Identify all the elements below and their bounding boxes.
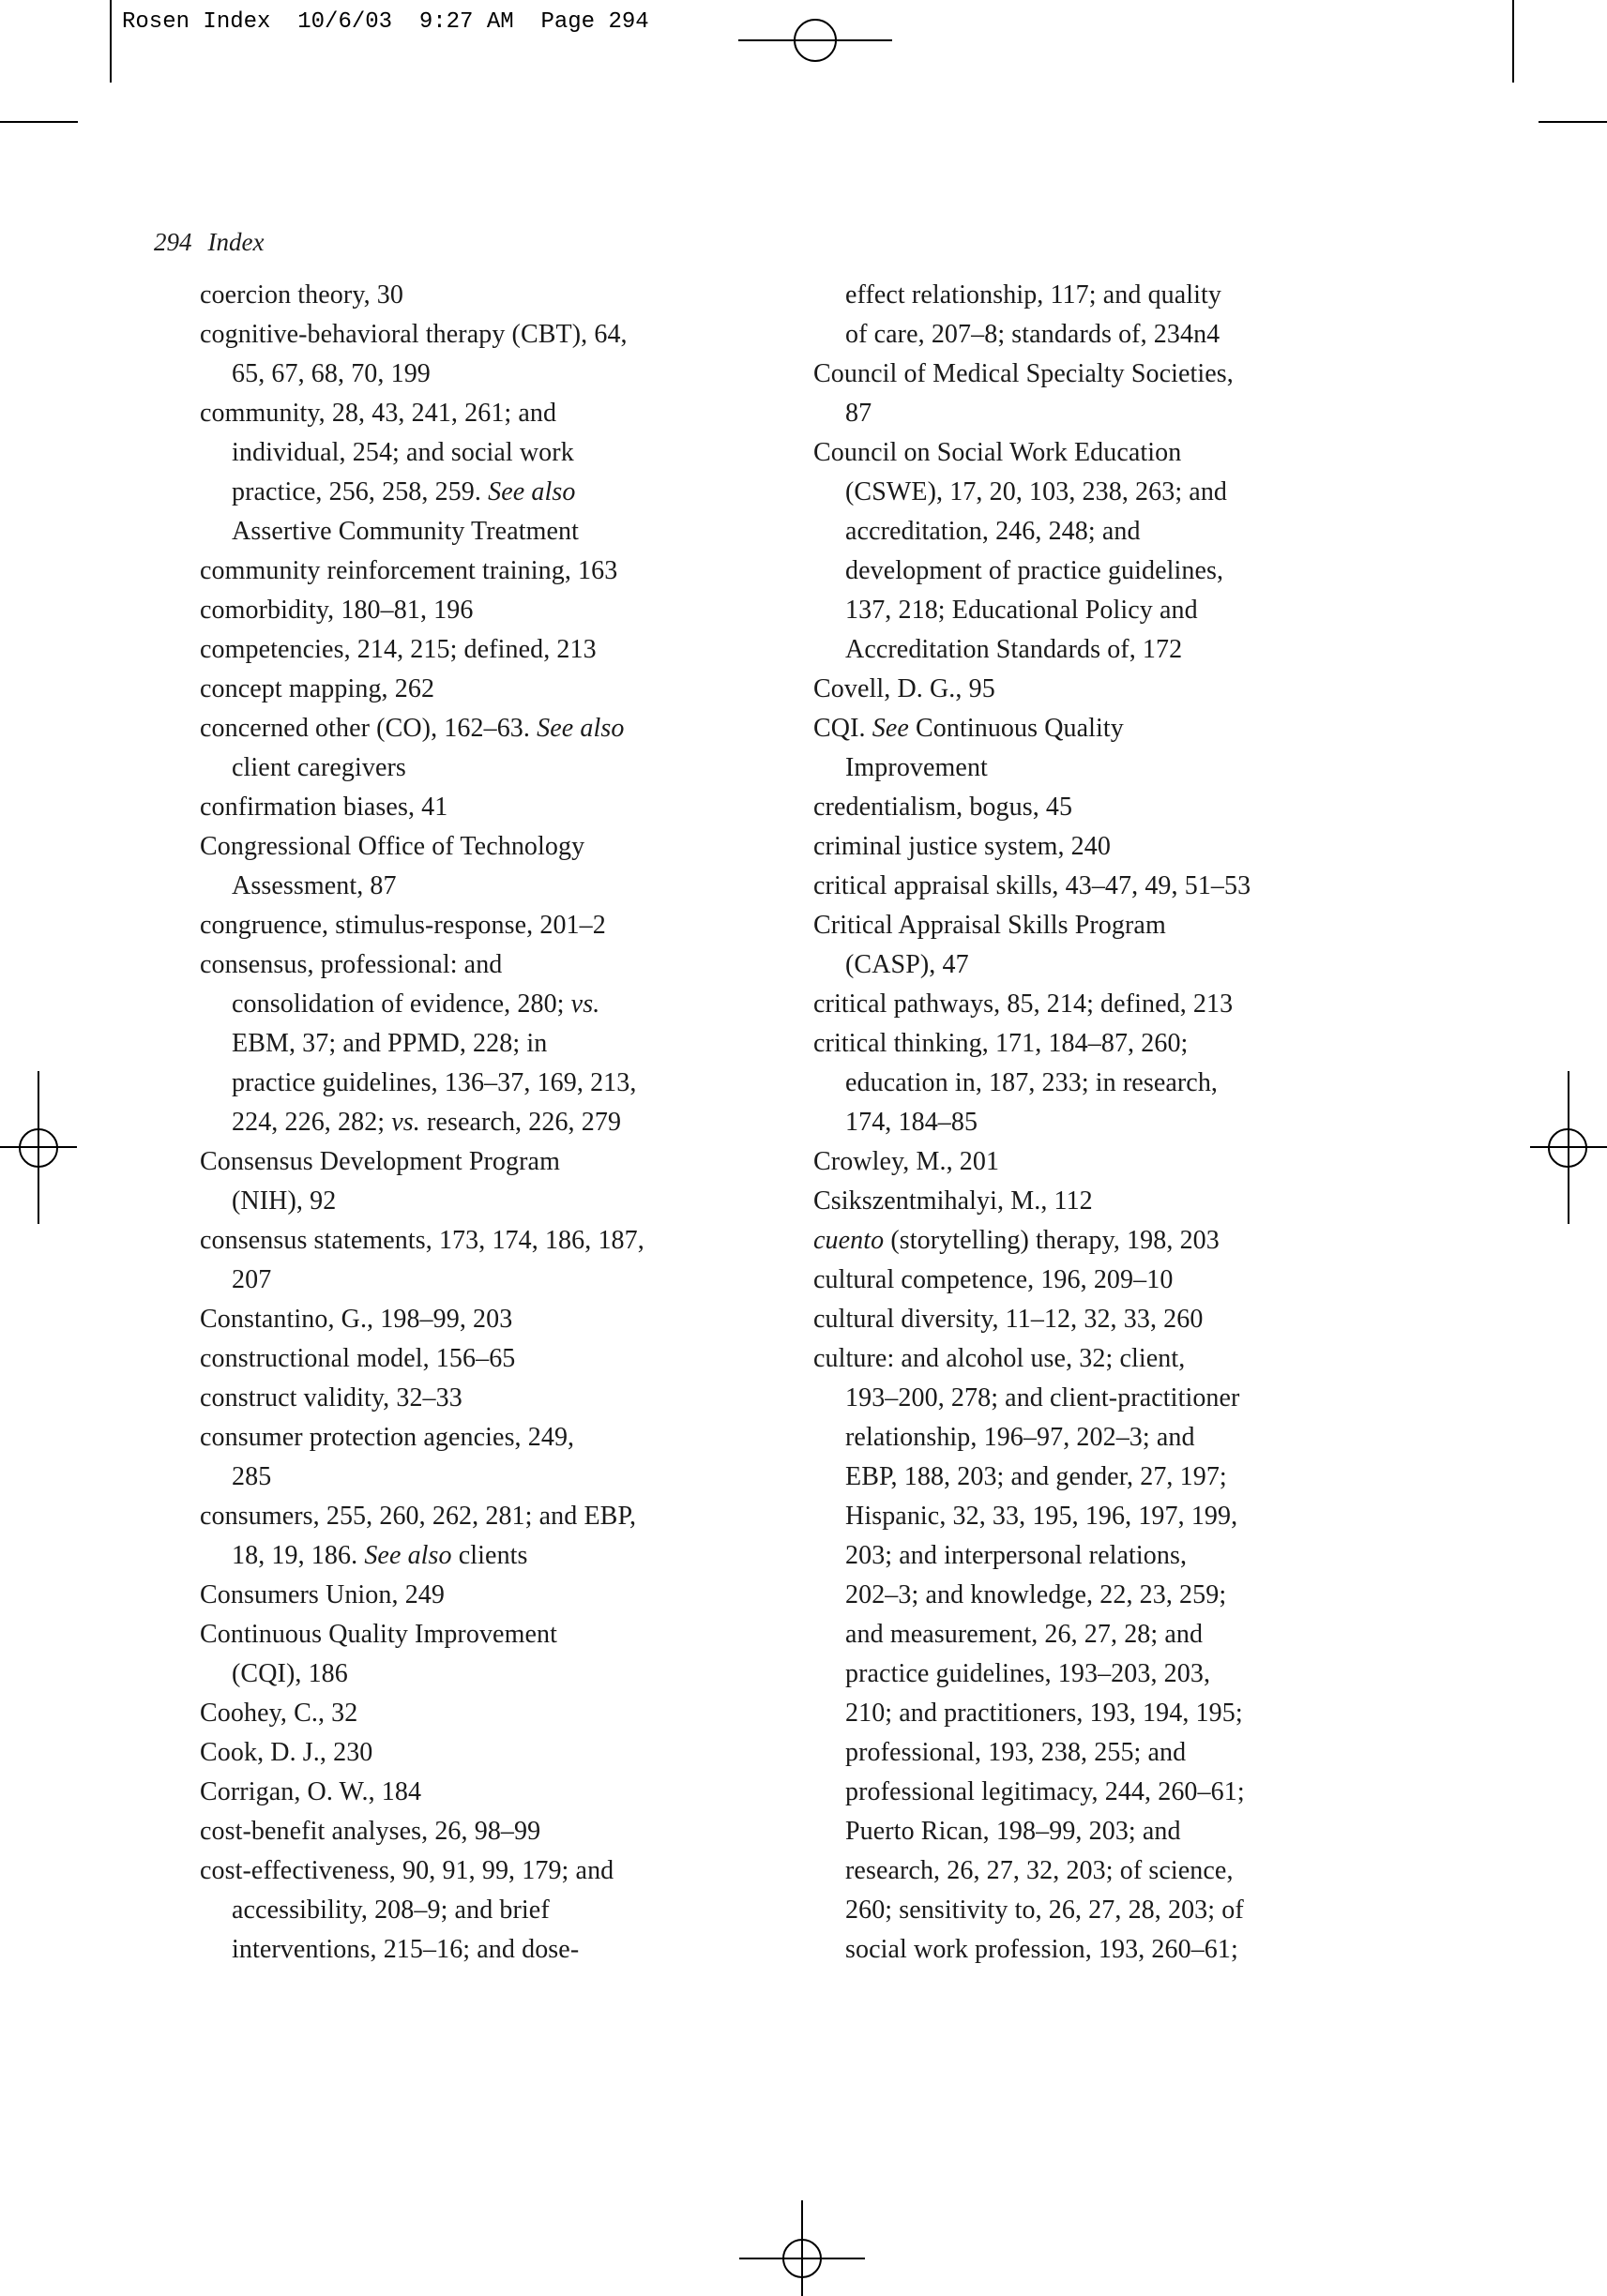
index-entry-line: concerned other (CO), 162–63. See also <box>200 714 625 743</box>
index-entry-line: consensus, professional: and <box>200 950 503 979</box>
trim-mark-top-right-horizontal <box>1539 121 1607 123</box>
index-entry-line: Accreditation Standards of, 172 <box>845 635 1183 664</box>
index-entry-line: Cook, D. J., 230 <box>200 1738 373 1767</box>
index-entry-line: Crowley, M., 201 <box>813 1147 1000 1176</box>
index-entry-line: critical appraisal skills, 43–47, 49, 51–53 <box>813 871 1251 900</box>
index-entry-line: education in, 187, 233; in research, <box>845 1068 1219 1097</box>
index-entry-line: client caregivers <box>232 753 406 782</box>
index-entry-line: consumers, 255, 260, 262, 281; and EBP, <box>200 1502 637 1531</box>
index-entry-line: Covell, D. G., 95 <box>813 674 995 703</box>
index-entry-line: practice guidelines, 193–203, 203, <box>845 1659 1211 1688</box>
index-entry-line: Assertive Community Treatment <box>232 517 580 546</box>
index-entry-line: practice guidelines, 136–37, 169, 213, <box>232 1068 637 1097</box>
trim-mark-top-left-horizontal <box>0 121 78 123</box>
registration-circle-icon <box>19 1128 58 1168</box>
running-head <box>154 228 264 257</box>
index-entry-line: relationship, 196–97, 202–3; and <box>845 1423 1195 1452</box>
index-entry-line: EBP, 188, 203; and gender, 27, 197; <box>845 1462 1227 1491</box>
index-entry-line: community reinforcement training, 163 <box>200 556 618 585</box>
page-title: Index <box>207 228 265 256</box>
index-entry-line: professional legitimacy, 244, 260–61; <box>845 1777 1245 1806</box>
index-entry-line: (CASP), 47 <box>845 950 969 979</box>
index-entry-line: Corrigan, O. W., 184 <box>200 1777 422 1806</box>
index-left-column <box>200 276 644 1970</box>
index-entry-line: culture: and alcohol use, 32; client, <box>813 1344 1186 1373</box>
index-entry-line: Consumers Union, 249 <box>200 1580 445 1609</box>
index-entry-line: confirmation biases, 41 <box>200 793 448 822</box>
index-entry-line: 137, 218; Educational Policy and <box>845 596 1198 625</box>
index-entry-line: cognitive-behavioral therapy (CBT), 64, <box>200 320 628 349</box>
index-entry-line: criminal justice system, 240 <box>813 832 1111 861</box>
index-entry-line: Congressional Office of Technology <box>200 832 585 861</box>
index-entry-line: EBM, 37; and PPMD, 228; in <box>232 1029 548 1058</box>
index-entry-line: individual, 254; and social work <box>232 438 574 467</box>
index-entry-line: consumer protection agencies, 249, <box>200 1423 575 1452</box>
index-entry-line: critical pathways, 85, 214; defined, 213 <box>813 989 1234 1019</box>
index-entry-line: CQI. See Continuous Quality <box>813 714 1124 743</box>
index-entry-line: 203; and interpersonal relations, <box>845 1541 1188 1570</box>
index-entry-line: comorbidity, 180–81, 196 <box>200 596 474 625</box>
index-entry-line: 207 <box>232 1265 272 1294</box>
index-entry-line: Puerto Rican, 198–99, 203; and <box>845 1817 1181 1846</box>
index-entry-line: Hispanic, 32, 33, 195, 196, 197, 199, <box>845 1502 1238 1531</box>
index-entry-line: of care, 207–8; standards of, 234n4 <box>845 320 1220 349</box>
index-entry-line: interventions, 215–16; and dose- <box>232 1935 580 1964</box>
index-entry-line: construct validity, 32–33 <box>200 1383 462 1412</box>
index-entry-line: coercion theory, 30 <box>200 280 403 310</box>
index-entry-line: Council of Medical Specialty Societies, <box>813 359 1234 388</box>
index-entry-line: Csikszentmihalyi, M., 112 <box>813 1186 1093 1216</box>
index-entry-line: practice, 256, 258, 259. See also <box>232 477 576 506</box>
index-entry-line: 193–200, 278; and client-practitioner <box>845 1383 1240 1412</box>
registration-circle-icon <box>1548 1128 1587 1168</box>
index-entry-line: cuento (storytelling) therapy, 198, 203 <box>813 1226 1220 1255</box>
printer-slug-text: Rosen Index 10/6/03 9:27 AM Page 294 <box>122 9 649 35</box>
index-entry-line: Constantino, G., 198–99, 203 <box>200 1305 513 1334</box>
index-entry-line: (NIH), 92 <box>232 1186 337 1216</box>
index-entry-line: competencies, 214, 215; defined, 213 <box>200 635 597 664</box>
index-entry-line: concept mapping, 262 <box>200 674 435 703</box>
index-entry-line: (CQI), 186 <box>232 1659 348 1688</box>
index-entry-line: and measurement, 26, 27, 28; and <box>845 1620 1204 1649</box>
registration-circle-icon <box>794 19 837 62</box>
index-entry-line: 174, 184–85 <box>845 1108 978 1137</box>
index-entry-line: professional, 193, 238, 255; and <box>845 1738 1187 1767</box>
index-entry-line: congruence, stimulus-response, 201–2 <box>200 911 606 940</box>
registration-circle-icon <box>782 2239 822 2278</box>
index-entry-line: consensus statements, 173, 174, 186, 187, <box>200 1226 644 1255</box>
index-entry-line: Council on Social Work Education <box>813 438 1182 467</box>
index-entry-line: 224, 226, 282; vs. research, 226, 279 <box>232 1108 622 1137</box>
index-entry-line: Consensus Development Program <box>200 1147 560 1176</box>
trim-mark-top-right-vertical <box>1512 0 1514 83</box>
index-entry-line: development of practice guidelines, <box>845 556 1224 585</box>
index-entry-line: Improvement <box>845 753 988 782</box>
index-entry-line: community, 28, 43, 241, 261; and <box>200 399 557 428</box>
index-entry-line: accreditation, 246, 248; and <box>845 517 1141 546</box>
index-entry-line: Assessment, 87 <box>232 871 397 900</box>
index-entry-line: 210; and practitioners, 193, 194, 195; <box>845 1699 1243 1728</box>
index-entry-line: accessibility, 208–9; and brief <box>232 1896 550 1925</box>
index-entry-line: effect relationship, 117; and quality <box>845 280 1222 310</box>
index-entry-line: (CSWE), 17, 20, 103, 238, 263; and <box>845 477 1228 506</box>
index-entry-line: 87 <box>845 399 872 428</box>
index-entry-line: 65, 67, 68, 70, 199 <box>232 359 431 388</box>
index-entry-line: critical thinking, 171, 184–87, 260; <box>813 1029 1189 1058</box>
page-number: 294 <box>154 228 192 256</box>
index-entry-line: Continuous Quality Improvement <box>200 1620 557 1649</box>
index-entry-line: 202–3; and knowledge, 22, 23, 259; <box>845 1580 1227 1609</box>
index-entry-line: 260; sensitivity to, 26, 27, 28, 203; of <box>845 1896 1244 1925</box>
index-entry-line: credentialism, bogus, 45 <box>813 793 1073 822</box>
index-right-column <box>813 276 1251 1970</box>
index-entry-line: constructional model, 156–65 <box>200 1344 516 1373</box>
index-entry-line: social work profession, 193, 260–61; <box>845 1935 1238 1964</box>
trim-mark-top-left-vertical <box>110 0 112 83</box>
index-entry-line: Coohey, C., 32 <box>200 1699 358 1728</box>
index-entry-line: cultural diversity, 11–12, 32, 33, 260 <box>813 1305 1204 1334</box>
index-entry-line: cost-benefit analyses, 26, 98–99 <box>200 1817 541 1846</box>
index-entry-line: cultural competence, 196, 209–10 <box>813 1265 1174 1294</box>
index-entry-line: cost-effectiveness, 90, 91, 99, 179; and <box>200 1856 614 1885</box>
index-entry-line: 18, 19, 186. See also clients <box>232 1541 528 1570</box>
index-entry-line: consolidation of evidence, 280; vs. <box>232 989 600 1019</box>
index-entry-line: research, 26, 27, 32, 203; of science, <box>845 1856 1234 1885</box>
index-entry-line: 285 <box>232 1462 272 1491</box>
index-entry-line: Critical Appraisal Skills Program <box>813 911 1166 940</box>
